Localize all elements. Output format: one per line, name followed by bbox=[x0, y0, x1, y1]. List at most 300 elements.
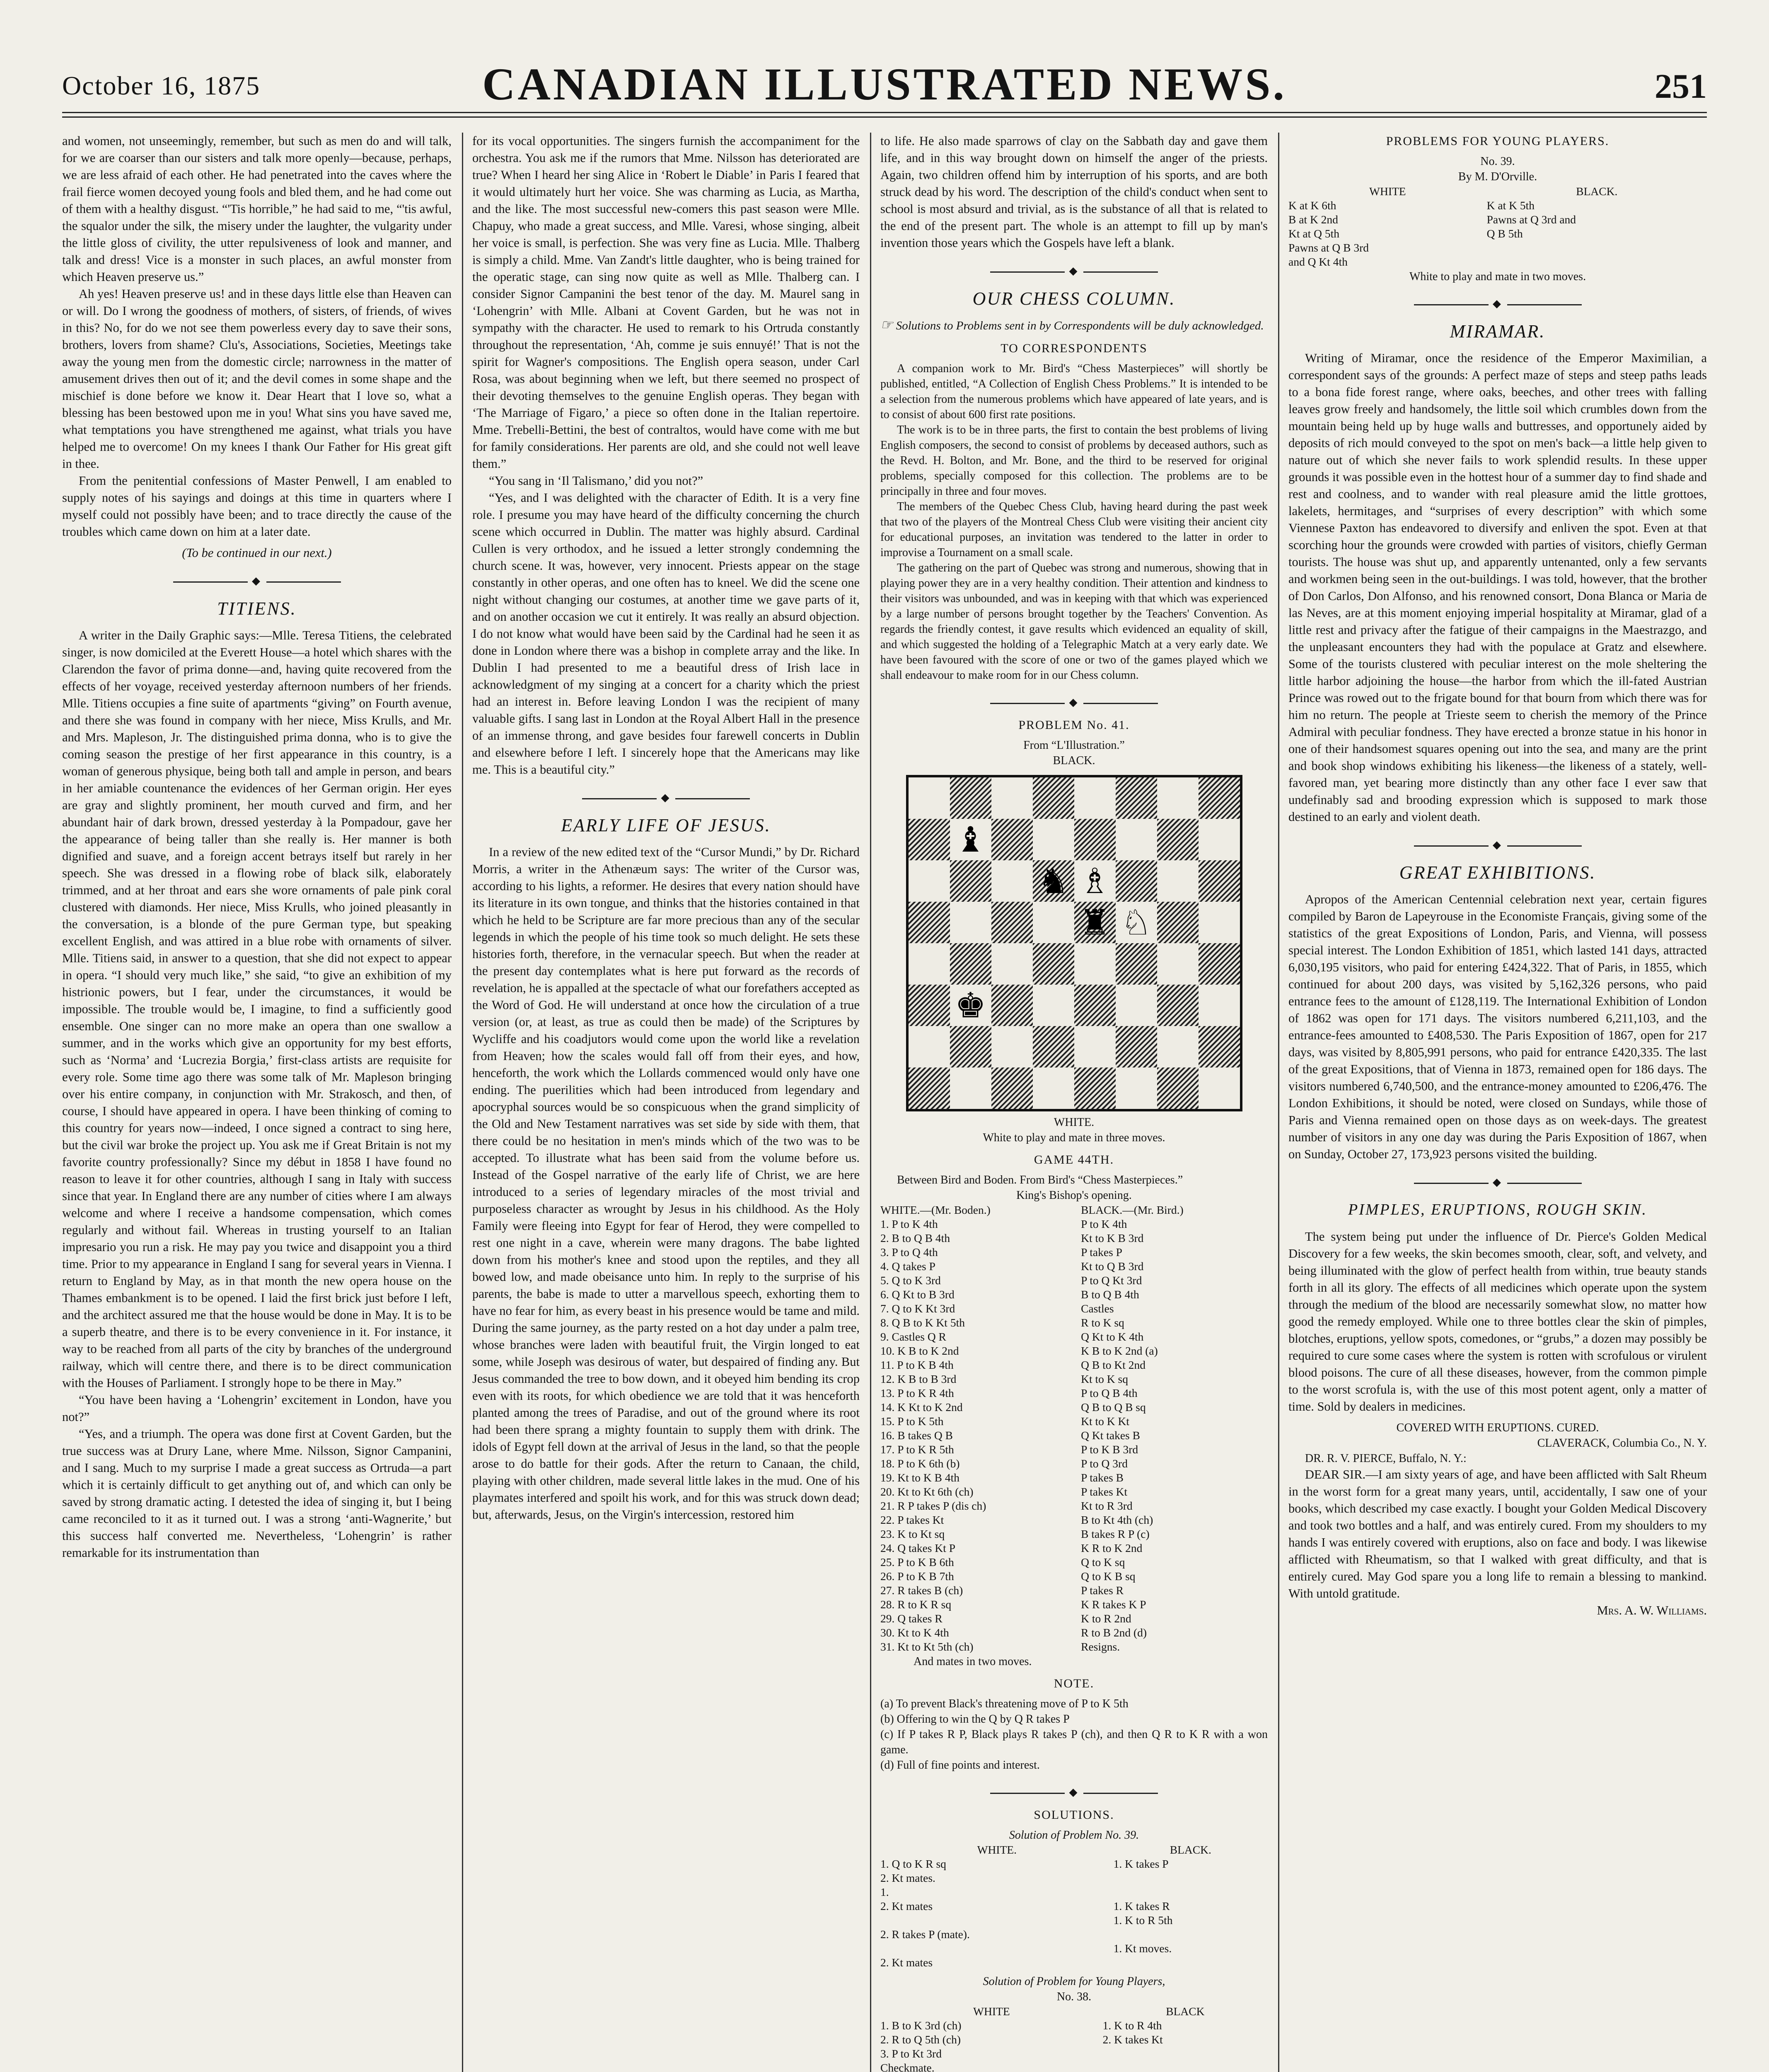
problem-task: White to play and mate in three moves. bbox=[983, 1131, 1165, 1144]
board-square bbox=[991, 1026, 1033, 1067]
chess-piece-icon: ♗ bbox=[1079, 861, 1111, 901]
article-paragraph: “You sang in ‘Il Talismano,’ did you not?” bbox=[489, 474, 703, 488]
article-paragraph: for its vocal opportunities. The singers furnish the accompaniment for the orchestra. You ask me if the rumors that Mme. Nilsson has deteriorated are true? When I heard her sing Alice in ‘Robert le Diable’ in Paris I feared that it would ultimately hurt her voice. She was charming as Lucia, as Martha, and the like. The most successful new-comers this past season were Mlle. Chapuy, who made a great success, and Mlle. Varesi, whose singing, albeit her voice is small, is perfection. She was very fine as Lucia. Mlle. Thalberg is simply a child. Mme. Van Zandt's little daughter, who is being trained for the operatic stage, can sing now quite as well as Mlle. Thalberg can. I consider Signor Campanini the best tenor of the day. M. Maurel sang in ‘Lohengrin’ with Mlle. Albani at Covent Garden, but he was not in sympathy with the character. He used to remark to his Ortruda constantly throughout the representation, ‘Ah, comme je suis ennuyé!’ That is not the spirit for Wagner's compositions. The English opera season, under Carl Rosa, was about beginning when we left, but there seemed no prospect of their devoting themselves to the genuine English operas. They began with ‘The Marriage of Figaro,’ a piece so often done in the Italian repertoire. Mme. Trebelli-Bettini, the best of contraltos, would have come with me but for family considerations. Her parents are old, and she could not well leave them.” bbox=[472, 134, 860, 471]
white-move: 26. P to K B 7th bbox=[880, 1570, 954, 1583]
chess-piece-icon: ♜ bbox=[1079, 902, 1111, 943]
board-square bbox=[909, 943, 950, 985]
board-square bbox=[991, 943, 1033, 985]
board-square bbox=[1157, 819, 1199, 860]
position-row bbox=[1288, 198, 1707, 213]
black-move: B to Kt 4th (ch) bbox=[1081, 1513, 1153, 1526]
testimonial-location: CLAVERACK, Columbia Co., N. Y. bbox=[1537, 1437, 1707, 1450]
black-move: Q B 5th bbox=[1486, 227, 1523, 240]
black-move: Kt to K B 3rd bbox=[1081, 1232, 1144, 1244]
white-move: 25. P to K B 6th bbox=[880, 1556, 954, 1569]
white-move: Kt at Q 5th bbox=[1288, 227, 1339, 240]
young-problem-task: White to play and mate in two moves. bbox=[1409, 270, 1586, 283]
white-move: 1. bbox=[880, 1886, 889, 1898]
testimonial-addressee: DR. R. V. PIERCE, Buffalo, N. Y.: bbox=[1305, 1452, 1467, 1465]
board-square bbox=[950, 902, 991, 943]
move-row bbox=[880, 1400, 1268, 1414]
section-ornament: ◆ bbox=[1288, 836, 1707, 853]
white-move: 31. Kt to Kt 5th (ch) bbox=[880, 1640, 974, 1653]
story-paragraph: From the penitential confessions of Master Penwell, I am enabled to supply notes of his sayings and doings at this time in quarters where I myself could not possibly have been; and to trace directly the cause of the troubles which came down on him at a later date. bbox=[62, 474, 452, 539]
white-move: Pawns at Q B 3rd bbox=[1288, 241, 1369, 254]
solution-row bbox=[880, 1857, 1268, 1871]
board-square bbox=[1199, 1067, 1240, 1109]
continued-note: (To be continued in our next.) bbox=[182, 546, 332, 560]
story-paragraph: Ah yes! Heaven preserve us! and in these days little else than Heaven can or will. Do I wrong the goodness of mothers, of sisters, of friends, of wives in this? No, for do we not see them powerless every day to save their sons, brothers, lovers from shame? Clu's, Associations, Societies, Meetings take away the young men from the domestic circle; narrowness in the matter of amusement drives then out of it; and the devil comes in some shape and the mischief is done before we know it. Dear Heart that I love so, what a blessing has been bestowed upon me in you! What sins you have saved me, what temptations you have strengthened me against, what trials you have helped me to overcome! On my knees I thank Our Father for His great gift in thee. bbox=[62, 287, 452, 471]
white-move: 2. Kt mates bbox=[880, 1900, 933, 1912]
section-ornament: ◆ bbox=[880, 1784, 1268, 1801]
white-move bbox=[880, 1913, 1114, 1927]
position-row bbox=[1288, 227, 1707, 241]
white-move: 2. R takes P (mate). bbox=[880, 1928, 970, 1941]
chess-board bbox=[906, 775, 1242, 1111]
section-ornament: ◆ bbox=[880, 262, 1268, 279]
black-move: P to K B 3rd bbox=[1081, 1443, 1138, 1456]
article-paragraph: “Yes, and I was delighted with the character of Edith. It is a very fine role. I presume you may have heard of the difficulty concerning the church scene which occurred in Dublin. The matter was highly absurd. Cardinal Cullen is very orthodox, and he issued a letter strongly condemning the church scene. It was, however, very innocent. Priests appear on the stage constantly in other operas, and one often has to kneel. We did the scene one night without changing our costumes, at another time we gave parts of it, and on another occasion we cut it entirely. It was really an absurd objection. I do not know what would have been said by the Cardinal had he seen it as done in London where there was a bishop in complete array and the like. In Dublin I had presented to me a beautiful dress of Irish lace in acknowledgment of my singing at a concert for a charity which the priest had an interest in. Before leaving London I was the recipient of many valuable gifts. I sang last in London at the Royal Albert Hall in the presence of an immense throng, and gave besides four farewell concerts in Dublin and elsewhere before I left. I sincerely hope that the Americans may like me. This is a beautiful city.” bbox=[472, 491, 860, 777]
board-square bbox=[991, 777, 1033, 819]
black-header: BLACK. bbox=[1170, 1843, 1211, 1856]
move-row bbox=[880, 1302, 1268, 1316]
story-paragraph: and women, not unseemingly, remember, but such as men do and will talk, for we are coarser than our sisters and talk more openly—because, perhaps, we are less afraid of each other. He had penetrated into the caves where the frail fierce women decoyed young fools and bled them, and he had come out of them with a healthy disgust. “'Tis horrible,” he had said to me, “'tis awful, the squalor under the silk, the misery under the laughter, the vulgarity under the little gloss of civility, the utter repulsiveness of look and manner, and talk and dress! Vice is a monster in such places, an awful monster from which Heaven preserve us.” bbox=[62, 134, 452, 284]
black-move bbox=[1114, 1871, 1268, 1885]
move-row bbox=[880, 1288, 1268, 1302]
black-move: P to K 4th bbox=[1081, 1218, 1127, 1230]
black-move bbox=[1103, 2047, 1268, 2061]
black-move bbox=[1487, 241, 1707, 255]
black-move: 1. K to R 4th bbox=[1102, 2019, 1162, 2032]
move-row bbox=[880, 1344, 1268, 1358]
board-square bbox=[1074, 985, 1116, 1026]
move-row bbox=[880, 1598, 1268, 1612]
board-square bbox=[1199, 985, 1240, 1026]
black-move: P to Q B 4th bbox=[1081, 1387, 1138, 1399]
testimonial-signature: Mrs. A. W. Williams. bbox=[1597, 1603, 1707, 1617]
white-move: 2. B to Q B 4th bbox=[880, 1232, 950, 1244]
black-player-header: BLACK.—(Mr. Bird.) bbox=[1081, 1203, 1184, 1216]
black-move: B to Q B 4th bbox=[1081, 1288, 1139, 1301]
white-move: 1. Q to K R sq bbox=[880, 1857, 946, 1870]
article-paragraph: Writing of Miramar, once the residence of the Emperor Maximilian, a correspondent says of the grounds: A perfect maze of steps and steep paths leads to a bona fide forest range, where oaks, beeches, and other trees with falling leaves grow freely and handsomely, the little soil which crumbles down from the mountain being held up by huge walls and buttresses, and opportunely aided by deposits of rich mould conveyed to the spot on men's back—a little help given to nature out of which she never fails to work splendid results. In these upper grounds it was possible even in the hottest hour of a summer day to find shade and rest and coolness, and to wander with real pleasure amid the little grottoes, lakelets, hermitages, and “surprises of every description” with which some Viennese Paxton has endeavored to diversify and enliven the spot. Even at that scorching hour the grounds were crowded with parties of visitors, chiefly German tourists. The house was shut up, and apparently untenanted, only a few servants and workmen being seen in the out-buildings. I was told, however, that the brother of Don Carlos, Don Alfonso, and his renowned consort, Dona Blanca or Maria de las Neves, are at this moment enjoying imperial hospitality at Miramar, glad of a little rest and privacy after the fatigue of their campaigns in the Maestrazgo, and the unpleasant encounters they had with the populace at Gratz and elsewhere. Some of the tourists clustered with peculiar interest on the mole sheltering the little harbor adjoining the house—the harbor from which the ill-fated Austrian Prince was rowed out to the frigate bound for that bourn from which there was for him no return. The people at Trieste seem to cherish the memory of the Prince Admiral with peculiar fondness. They have erected a bronze statue in his honor in one of their handsomest squares opening out into the sea, and many are the print and book shop windows exhibiting his likeness—the likeness of a stately, well-favored man, yet bearing more distinctly than any other face I ever saw that undefinably sad and brooding expression which is supposed to mark those destined to an early and violent death. bbox=[1288, 351, 1707, 824]
move-row bbox=[880, 1372, 1268, 1386]
board-square bbox=[909, 902, 950, 943]
board-square bbox=[1033, 819, 1074, 860]
board-square bbox=[1199, 1026, 1240, 1067]
board-square bbox=[991, 902, 1033, 943]
board-square bbox=[1116, 1026, 1157, 1067]
column-divider bbox=[462, 133, 463, 2072]
solution-row bbox=[880, 2019, 1268, 2033]
black-move: Kt to K Kt bbox=[1081, 1415, 1130, 1428]
black-move: K R to K 2nd bbox=[1081, 1542, 1143, 1554]
white-move: Checkmate. bbox=[880, 2061, 935, 2072]
white-move: 17. P to K R 5th bbox=[880, 1443, 954, 1456]
black-move: 1. Kt moves. bbox=[1113, 1942, 1172, 1955]
article-paragraph: to life. He also made sparrows of clay on the Sabbath day and gave them life, and in this way brought down on himself the anger of the priests. Again, two children offend him by interruption of his sports, and are both struck dead by his word. The description of the child's conduct when sent to school is most absurd and trivial, as is the substance of all that is related to the end of the present part. The whole is an attempt to fill up by man's invention those years which the Gospels have left a blank. bbox=[880, 134, 1268, 250]
black-move: Kt to Q B 3rd bbox=[1081, 1260, 1144, 1273]
white-move: 6. Q Kt to B 3rd bbox=[880, 1288, 955, 1301]
section-ornament: ◆ bbox=[472, 789, 860, 806]
board-square bbox=[1157, 985, 1199, 1026]
white-player-header: WHITE.—(Mr. Boden.) bbox=[880, 1203, 991, 1216]
black-move: P takes R bbox=[1081, 1584, 1124, 1597]
move-row bbox=[880, 1555, 1268, 1569]
black-move: P to Q Kt 3rd bbox=[1081, 1274, 1142, 1287]
board-square bbox=[950, 819, 991, 860]
white-move: 5. Q to K 3rd bbox=[880, 1274, 941, 1287]
black-move: Castles bbox=[1081, 1302, 1114, 1315]
game-moves-table bbox=[880, 1203, 1268, 1654]
move-row bbox=[880, 1499, 1268, 1513]
note-heading: NOTE. bbox=[1054, 1677, 1095, 1690]
white-label: WHITE. bbox=[1054, 1116, 1095, 1129]
black-move bbox=[1103, 2061, 1268, 2072]
position-row bbox=[1288, 255, 1707, 269]
section-ornament: ◆ bbox=[62, 572, 452, 589]
column-divider bbox=[1278, 133, 1279, 2072]
article-paragraph: In a review of the new edited text of the “Cursor Mundi,” by Dr. Richard Morris, a writer in the Athenæum says: The writer of the Cursor was, according to his lights, a reformer. He desires that every nation should have its literature in its own tongue, and thinks that the histories contained in that which he held to be Scripture are far more precious than any of the secular legends in which the people of his time took so much delight. He sets these histories forth, therefore, in the vernacular speech. But when the reader at the present day contemplates what is here put forward as the records of revelation, he is appalled at the spectacle of what our forefathers accepted as the Word of God. He will understand at once how the circulation of a true version (or, at least, as true as could then be made) of the Scriptures by Wycliffe and his coadjutors would come upon the world like a revelation from Heaven; how the scales would fall off from their eyes, and how, henceforth, the work which the Lollards commenced would only have one ending. The puerilities which had been introduced from legendary and apocryphal sources would be so conspicuous when the grand simplicity of the Old and New Testament narratives was set side by side with them, that there could be no hesitation in men's minds which of the two was to be accepted. To illustrate what has been said from the volume before us. Instead of the Gospel narrative of the early life of Christ, we are here introduced to a series of legendary miracles of the most trivial and purposeless character as wrought by Jesus in his childhood. As the Holy Family were fleeing into Egypt for fear of Herod, they were compelled to rest one night in a cave, wherein were many dragons. The babe lighted down from his mother's knee and stood upon the reptiles, and they all bowed low, and made obeisance unto him. In reply to the surprise of his parents, the babe is made to utter a marvellous speech, exhorting them to have no fear for him, as every beast in his presence would be tame and mild. During the same journey, as the party rested on a hot day under a palm tree, whose branches were laden with beautiful fruit, the Virgin longed to eat some, while Joseph was desirous of water, but despaired of finding any. But Jesus commanded the tree to bow down, and it obeyed him bending its crop even with its roots, for which obedience we are told that it was henceforth planted among the trees of Paradise, and out of the ground where its root had been there sprang a mighty fountain to supply them with drink. The idols of Egypt fell down at the arrival of Jesus in the land, so that the people arose to do battle for their gods. After the return to Canaan, the child, playing with other children, made several little lakes in the mud. One of his playmates interfered and spoilt his work, and for this was struck down dead; but, afterwards, Jesus, on the Virgin's intercession, restored him bbox=[472, 845, 860, 1522]
solution-row bbox=[880, 1871, 1268, 1885]
article-paragraph: The system being put under the influence of Dr. Pierce's Golden Medical Discovery for a few weeks, the skin becomes smooth, clear, soft, and velvety, and being illuminated with the glow of perfect health from within, true beauty stands forth in all its glory. The effects of all medicines which operate upon the system through the medium of the blood are necessarily somewhat slow, no matter how good the remedy employed. While one to three bottles clear the skin of pimples, blotches, eruptions, yellow spots, comedones, or “grubs,” a dozen may possibly be required to cure some cases where the system is rotten with scrofulous or virulent blood poisons. The cure of all these diseases, however, from the common pimple to the worst scrofula is, with the use of this most potent agent, only a matter of time. Sold by dealers in medicines. bbox=[1288, 1230, 1707, 1414]
solution-39-heading: Solution of Problem No. 39. bbox=[1009, 1829, 1139, 1842]
board-square bbox=[1074, 819, 1116, 860]
chess-piece-icon: ♝ bbox=[955, 819, 986, 860]
move-row bbox=[880, 1428, 1268, 1443]
note-item: (c) If P takes R P, Black plays R takes P (ch), and then Q R to K R with a won game. bbox=[880, 1728, 1268, 1756]
move-row bbox=[880, 1485, 1268, 1499]
board-square bbox=[909, 860, 950, 902]
white-header: WHITE. bbox=[977, 1843, 1017, 1856]
solution-row bbox=[880, 2047, 1268, 2061]
move-row bbox=[880, 1513, 1268, 1527]
solution-young-heading: Solution of Problem for Young Players, bbox=[983, 1975, 1165, 1988]
masthead bbox=[62, 46, 1707, 133]
board-square bbox=[1033, 902, 1074, 943]
problem-source: From “L'Illustration.” bbox=[1023, 739, 1125, 752]
white-move: 3. P to Q 4th bbox=[880, 1246, 938, 1259]
article-paragraph: “Yes, and a triumph. The opera was done first at Covent Garden, but the true success was at Drury Lane, where Mme. Nilsson, Signor Campanini, and I sang. Much to my surprise I made a great success as Ortruda—a part which it is certainly difficult to get anything out of, and which can only be saved by strong dramatic acting. I detested the idea of singing it, but I being came reconciled to it as it turned out. I was a strong ‘anti-Wagnerite,’ but this success half converted me. Nevertheless, ‘Lohengrin’ is rather remarkable for its instrumentation than bbox=[62, 1427, 452, 1560]
black-move: P to Q 3rd bbox=[1081, 1457, 1128, 1470]
white-move: 21. R P takes P (dis ch) bbox=[880, 1499, 986, 1512]
move-row bbox=[880, 1626, 1268, 1640]
board-square bbox=[1157, 902, 1199, 943]
board-square bbox=[1033, 860, 1074, 902]
white-move: 14. K Kt to K 2nd bbox=[880, 1401, 963, 1414]
correspondents-paragraph: The members of the Quebec Chess Club, having heard during the past week that two of the players of the Montreal Chess Club were visiting their ancient city for educational purposes, an invitation was tendered to the latter in order to improvise a Tournament on a small scale. bbox=[880, 500, 1268, 559]
board-square bbox=[1199, 860, 1240, 902]
board-square bbox=[909, 1067, 950, 1109]
black-move: 2. K takes Kt bbox=[1102, 2033, 1163, 2046]
game-intro: Between Bird and Boden. From Bird's “Chess Masterpieces.” bbox=[897, 1174, 1183, 1186]
article-paragraph: A writer in the Daily Graphic says:—Mlle. Teresa Titiens, the celebrated singer, is now domiciled at the Everett House—a hotel which shares with the Clarendon the favor of prima donne—and, having quite recovered from the effects of her voyage, received yesterday afternoon numbers of her friends. Mlle. Titiens occupies a fine suite of apartments “giving” on Fourth avenue, and there she was found in company with her niece, Miss Krulls, and Mr. and Mrs. Mapleson, Jr. The distinguished prima donna, who is to give the coming season the prestige of her first appearance in this country, is a woman of generous physique, being both tall and ample in person, and bears in her amiable countenance the evidences of her German origin. Her eyes are gray and slightly prominent, her mouth curved and firm, and her abundant hair of dark brown, dressed yesterday à la Pompadour, gave her the appearance of being taller than she really is. Her manner is both dignified and suave, and a foreign accent betrays itself but rarely in her speech. She was dressed in a flowing robe of black silk, elaborately trimmed, and at her throat and ears she wore ornaments of pale pink coral clustered with diamonds. Her niece, Miss Krulls, who joined pleasantly in the conversation, is a blonde of the pure German type, but speaking excellent English, and was attired in a blue robe with ornaments of silver. Mlle. Titiens said, in answer to a question, that she did not expect to appear in opera. “I should very much like,” she said, “to give an exhibition of my histrionic powers, but I fear, under the circumstances, it would be impossible. The trouble would be, I imagine, to find a sufficiently good ensemble. One singer can no more make an opera than one swallow a summer, and in the works which give an opportunity for my best efforts, such as ‘Norma’ and ‘Lucrezia Borgia,’ first-class artists are requisite for every role. Some time ago there was some talk of Mr. Mapleson bringing over his entire company, in conjunction with Mr. Strakosch, and then, of course, I should have appeared in opera. I have been thinking of coming to this country for years now—indeed, I once signed a contract to sing here, but the civil war broke the project up. You ask me if Great Britain is not my favorite country professionally? Since my début in 1858 I have found no reason to leave it for other countries, although I sang in Italy with success since that year. In England there are any number of cities where I am always welcome and where I receive a handsome compensation, which comes regularly and without fail. Whereas in trusting yourself to an Italian impresario you run a risk. He may pay you twice and disappoint you a third time. Prior to my appearance in England I sang for several years in Vienna. I return to England by May, as in that month the new opera house on the Thames embankment is to be opened. I laid the first brick just before I left, and the architect assured me that the house would be done in May. It is to be a superb theatre, and there is to be every convenience in it. For instance, it way to be reached from all parts of the city by branches of the underground railway, which will centre there, and there is to be direct communication with the Houses of Parliament. I strongly hope to be there in May.” bbox=[62, 628, 452, 1390]
board-square bbox=[1116, 1067, 1157, 1109]
board-square bbox=[1157, 943, 1199, 985]
board-square bbox=[950, 1026, 991, 1067]
move-row bbox=[880, 1443, 1268, 1457]
board-square bbox=[991, 860, 1033, 902]
board-square bbox=[1116, 943, 1157, 985]
section-heading-pimples: PIMPLES, ERUPTIONS, ROUGH SKIN. bbox=[1348, 1201, 1648, 1218]
board-square bbox=[1033, 943, 1074, 985]
correspondents-paragraph: The gathering on the part of Quebec was strong and numerous, showing that in playing power they are in a very healthy condition. Their attention and kindness to their visitors was unbounded, and was in keeping with that which was experienced by a large number of persons brought together by the Teachers' Convention. As regards the friendly contest, it gave results which evidenced an equality of skill, and which suggested the holding of a Telegraphic Match at a very early date. We have been favoured with the score of one or two of the games played which we shall endeavour to make room for in our Chess column. bbox=[880, 562, 1268, 682]
board-square bbox=[1116, 819, 1157, 860]
chess-piece-icon: ♚ bbox=[955, 985, 986, 1026]
black-move: R to K sq bbox=[1081, 1316, 1124, 1329]
column-2 bbox=[472, 133, 860, 2072]
game-heading: GAME 44TH. bbox=[1034, 1153, 1114, 1167]
chess-piece-icon: ♘ bbox=[1120, 902, 1152, 943]
board-square bbox=[950, 777, 991, 819]
black-move: K R takes K P bbox=[1081, 1598, 1146, 1611]
black-move: Q B to Kt 2nd bbox=[1081, 1358, 1146, 1371]
move-row bbox=[880, 1583, 1268, 1598]
section-heading-miramar: MIRAMAR. bbox=[1450, 321, 1546, 341]
board-square bbox=[1199, 819, 1240, 860]
board-square bbox=[1157, 1026, 1199, 1067]
move-row bbox=[880, 1471, 1268, 1485]
article-paragraph: “You have been having a ‘Lohengrin’ excitement in London, have you not?” bbox=[62, 1393, 452, 1424]
white-move: 4. Q takes P bbox=[880, 1260, 935, 1273]
move-row bbox=[880, 1541, 1268, 1555]
white-header: WHITE bbox=[1369, 185, 1406, 198]
black-move: Resigns. bbox=[1081, 1640, 1120, 1653]
move-row bbox=[880, 1259, 1268, 1273]
solutions-note bbox=[880, 317, 1268, 334]
board-square bbox=[950, 1067, 991, 1109]
testimonial-letter: DEAR SIR.—I am sixty years of age, and have been afflicted with Salt Rheum in the worst form for a great many years, until, accidentally, I saw one of your books, which described my case exactly. I bought your Golden Medical Discovery and took two bottles and a half, and was entirely cured. From my shoulders to my hands I was entirely covered with eruptions, also on face and body. I was likewise afflicted with Rheumatism, so that I walked with great difficulty, and that is entirely cured. May God spare you a long life to remain a blessing to mankind. With untold gratitude. bbox=[1288, 1467, 1707, 1600]
black-move: Q to K sq bbox=[1081, 1556, 1125, 1569]
black-move bbox=[1114, 1885, 1268, 1899]
white-move: 11. P to K B 4th bbox=[880, 1358, 954, 1371]
testimonial-heading: COVERED WITH ERUPTIONS. CURED. bbox=[1396, 1421, 1599, 1434]
black-move: 1. K to R 5th bbox=[1113, 1914, 1173, 1927]
solution-row bbox=[880, 1927, 1268, 1941]
move-row bbox=[880, 1527, 1268, 1541]
pointing-hand-icon: ☞ bbox=[880, 317, 893, 333]
young-players-heading: PROBLEMS FOR YOUNG PLAYERS. bbox=[1386, 134, 1610, 148]
white-move: 19. Kt to K B 4th bbox=[880, 1471, 959, 1484]
move-row bbox=[880, 1273, 1268, 1288]
white-move bbox=[880, 1941, 1114, 1956]
solution-row bbox=[880, 2033, 1268, 2047]
solution-row bbox=[880, 1899, 1268, 1913]
masthead-rule bbox=[62, 112, 1707, 118]
position-row bbox=[1288, 241, 1707, 255]
black-move: 1. K takes R bbox=[1113, 1900, 1170, 1912]
board-square bbox=[1033, 777, 1074, 819]
black-move: B takes R P (c) bbox=[1081, 1527, 1150, 1540]
board-square bbox=[909, 985, 950, 1026]
white-move: 2. Kt mates bbox=[880, 1956, 933, 1969]
article-paragraph: Apropos of the American Centennial celebration next year, certain figures compiled by Baron de Lapeyrouse in the Economiste Français, giving some of the statistics of the great Expositions of London, Paris, and Vienna, will possess special interest. The London Exhibition of 1851, which lasted 141 days, attracted 6,030,195 visitors, who paid for entering £424,322. That of Paris, in 1855, which continued for about 200 days, was visited by 5,162,326 persons, who paid entrance fees to the amount of £128,119. The International Exhibition of London of 1862 was open for 171 days. The visitors numbered 6,211,103, and the entrance-fees amounted to £408,530. The Paris Exposition of 1867, open for 217 days, was visited by 8,805,991 persons, who paid for entrance £420,335. The last of the great Expositions, that of Vienna in 1873, remained open for 186 days. The visitors numbered 6,740,500, and the entrance-money amounted to £206,476. The London Exhibitions, it should be noted, were closed on Sundays, while those of Paris and Vienna remained open on those days as on week-days. The greatest number of visitors in any one day was during the Paris Exposition of 1867, when on Sunday, October 27, 173,923 persons visited the building. bbox=[1288, 892, 1707, 1161]
solutions-note-text: Solutions to Problems sent in by Correspondents will be duly acknowledged. bbox=[896, 319, 1264, 332]
board-square bbox=[1199, 777, 1240, 819]
white-move: 28. R to K R sq bbox=[880, 1598, 952, 1611]
white-move: K at K 6th bbox=[1288, 199, 1336, 212]
black-move: P takes Kt bbox=[1081, 1485, 1128, 1498]
black-move: R to B 2nd (d) bbox=[1081, 1626, 1147, 1639]
solution-row bbox=[880, 1956, 1268, 1970]
board-square bbox=[1199, 902, 1240, 943]
black-label: BLACK. bbox=[1053, 754, 1095, 767]
white-move: 3. P to Kt 3rd bbox=[880, 2047, 942, 2060]
section-ornament: ◆ bbox=[1288, 295, 1707, 312]
board-square bbox=[991, 1067, 1033, 1109]
note-item: (a) To prevent Black's threatening move of P to K 5th bbox=[880, 1697, 1129, 1710]
solution-row bbox=[880, 1913, 1268, 1927]
board-square bbox=[1116, 902, 1157, 943]
black-move bbox=[1487, 255, 1707, 269]
board-square bbox=[1074, 1067, 1116, 1109]
white-move: 1. B to K 3rd (ch) bbox=[880, 2019, 962, 2032]
white-move: and Q Kt 4th bbox=[1288, 255, 1348, 268]
white-move: 13. P to K R 4th bbox=[880, 1387, 954, 1399]
white-move: 10. K B to K 2nd bbox=[880, 1344, 959, 1357]
young-problem-author: By M. D'Orville. bbox=[1458, 170, 1537, 183]
black-header: BLACK bbox=[1166, 2005, 1205, 2018]
board-square bbox=[1074, 1026, 1116, 1067]
white-move: 30. Kt to K 4th bbox=[880, 1626, 949, 1639]
white-move: 2. Kt mates. bbox=[880, 1871, 935, 1884]
black-move: P takes P bbox=[1081, 1246, 1122, 1259]
black-move: Q Kt to K 4th bbox=[1081, 1330, 1144, 1343]
white-move: 18. P to K 6th (b) bbox=[880, 1457, 960, 1470]
correspondents-paragraph: A companion work to Mr. Bird's “Chess Masterpieces” will shortly be published, entitled, “A Collection of English Chess Problems.” It is intended to be a selection from the numerous problems which have appeared of late years, and is to consist of about 600 first rate positions. bbox=[880, 362, 1268, 421]
solution-young-table bbox=[880, 2004, 1268, 2072]
young-problem-number: No. 39. bbox=[1480, 155, 1515, 168]
move-row bbox=[880, 1316, 1268, 1330]
board-square bbox=[950, 943, 991, 985]
board-square bbox=[1199, 943, 1240, 985]
white-move: B at K 2nd bbox=[1288, 213, 1338, 226]
white-move: 12. K B to B 3rd bbox=[880, 1372, 957, 1385]
board-square bbox=[909, 1026, 950, 1067]
white-move: 9. Castles Q R bbox=[880, 1330, 946, 1343]
black-move: Kt to K sq bbox=[1081, 1372, 1128, 1385]
move-row bbox=[880, 1457, 1268, 1471]
board-square bbox=[1157, 860, 1199, 902]
white-move: 22. P takes Kt bbox=[880, 1513, 944, 1526]
white-header: WHITE bbox=[973, 2005, 1010, 2018]
white-move: 7. Q to K Kt 3rd bbox=[880, 1302, 955, 1315]
board-square bbox=[909, 777, 950, 819]
move-row bbox=[880, 1245, 1268, 1259]
board-square bbox=[1157, 777, 1199, 819]
column-1 bbox=[62, 133, 452, 2072]
white-move: 29. Q takes R bbox=[880, 1612, 943, 1625]
black-move bbox=[1114, 1927, 1268, 1941]
black-move: K B to K 2nd (a) bbox=[1081, 1344, 1158, 1357]
move-row bbox=[880, 1330, 1268, 1344]
black-move: Pawns at Q 3rd and bbox=[1486, 213, 1576, 226]
white-move: 1. P to K 4th bbox=[880, 1218, 938, 1230]
white-move: 20. Kt to Kt 6th (ch) bbox=[880, 1485, 974, 1498]
board-square bbox=[1116, 777, 1157, 819]
white-move: 16. B takes Q B bbox=[880, 1429, 953, 1442]
black-move: Q to K B sq bbox=[1081, 1570, 1136, 1583]
chess-piece-icon: ♞ bbox=[1037, 861, 1069, 901]
mates-note: And mates in two moves. bbox=[914, 1655, 1032, 1668]
black-move: Q B to Q B sq bbox=[1081, 1401, 1146, 1414]
board-square bbox=[1116, 860, 1157, 902]
black-header: BLACK. bbox=[1576, 185, 1618, 198]
correspondents-heading: TO CORRESPONDENTS bbox=[1001, 341, 1148, 355]
black-move bbox=[1114, 1956, 1268, 1970]
section-ornament: ◆ bbox=[1288, 1174, 1707, 1191]
solution-39-table bbox=[880, 1843, 1268, 1970]
board-square bbox=[1033, 985, 1074, 1026]
solution-row bbox=[880, 1885, 1268, 1899]
solution-row bbox=[880, 2061, 1268, 2072]
board-square bbox=[909, 819, 950, 860]
solution-row bbox=[880, 1941, 1268, 1956]
position-row bbox=[1288, 213, 1707, 227]
move-row bbox=[880, 1612, 1268, 1626]
solution-young-number: No. 38. bbox=[1056, 1990, 1092, 2003]
section-heading-chess: OUR CHESS COLUMN. bbox=[972, 288, 1176, 309]
board-square bbox=[1033, 1067, 1074, 1109]
white-move: 8. Q B to K Kt 5th bbox=[880, 1316, 965, 1329]
move-row bbox=[880, 1217, 1268, 1231]
board-square bbox=[1074, 860, 1116, 902]
black-move: 1. K takes P bbox=[1113, 1857, 1169, 1870]
board-square bbox=[1074, 777, 1116, 819]
move-row bbox=[880, 1414, 1268, 1428]
move-row bbox=[880, 1358, 1268, 1372]
black-move: Q Kt takes B bbox=[1081, 1429, 1140, 1442]
section-heading-titiens: TITIENS. bbox=[217, 598, 297, 619]
black-move: K to R 2nd bbox=[1081, 1612, 1131, 1625]
move-row bbox=[880, 1386, 1268, 1400]
note-item: (d) Full of fine points and interest. bbox=[880, 1759, 1040, 1772]
black-move: P takes B bbox=[1081, 1471, 1124, 1484]
note-item: (b) Offering to win the Q by Q R takes P bbox=[880, 1713, 1070, 1726]
column-3 bbox=[880, 133, 1268, 2072]
board-square bbox=[991, 819, 1033, 860]
column-divider bbox=[870, 133, 871, 2072]
black-move: Kt to R 3rd bbox=[1081, 1499, 1133, 1512]
section-heading-jesus: EARLY LIFE OF JESUS. bbox=[561, 815, 771, 835]
black-move: K at K 5th bbox=[1486, 199, 1535, 212]
board-square bbox=[1074, 902, 1116, 943]
section-ornament: ◆ bbox=[880, 694, 1268, 711]
board-square bbox=[1116, 985, 1157, 1026]
white-move: 15. P to K 5th bbox=[880, 1415, 944, 1428]
young-problem-position bbox=[1288, 184, 1707, 269]
solutions-heading: SOLUTIONS. bbox=[1034, 1808, 1114, 1822]
section-heading-exhibitions: GREAT EXHIBITIONS. bbox=[1399, 862, 1596, 883]
board-square bbox=[1157, 1067, 1199, 1109]
board-square bbox=[950, 860, 991, 902]
newspaper-title: CANADIAN ILLUSTRATED NEWS. bbox=[482, 59, 1287, 109]
board-square bbox=[1033, 1026, 1074, 1067]
board-square bbox=[1074, 943, 1116, 985]
column-4 bbox=[1288, 133, 1707, 2072]
game-opening: King's Bishop's opening. bbox=[1016, 1189, 1132, 1202]
move-row bbox=[880, 1231, 1268, 1245]
white-move: 2. R to Q 5th (ch) bbox=[880, 2033, 961, 2046]
move-row bbox=[880, 1569, 1268, 1583]
move-row bbox=[880, 1640, 1268, 1654]
page-number: 251 bbox=[1655, 67, 1707, 106]
white-move: 23. K to Kt sq bbox=[880, 1527, 945, 1540]
board-square bbox=[991, 985, 1033, 1026]
board-square bbox=[950, 985, 991, 1026]
white-move: 24. Q takes Kt P bbox=[880, 1542, 956, 1554]
white-move: 27. R takes B (ch) bbox=[880, 1584, 963, 1597]
